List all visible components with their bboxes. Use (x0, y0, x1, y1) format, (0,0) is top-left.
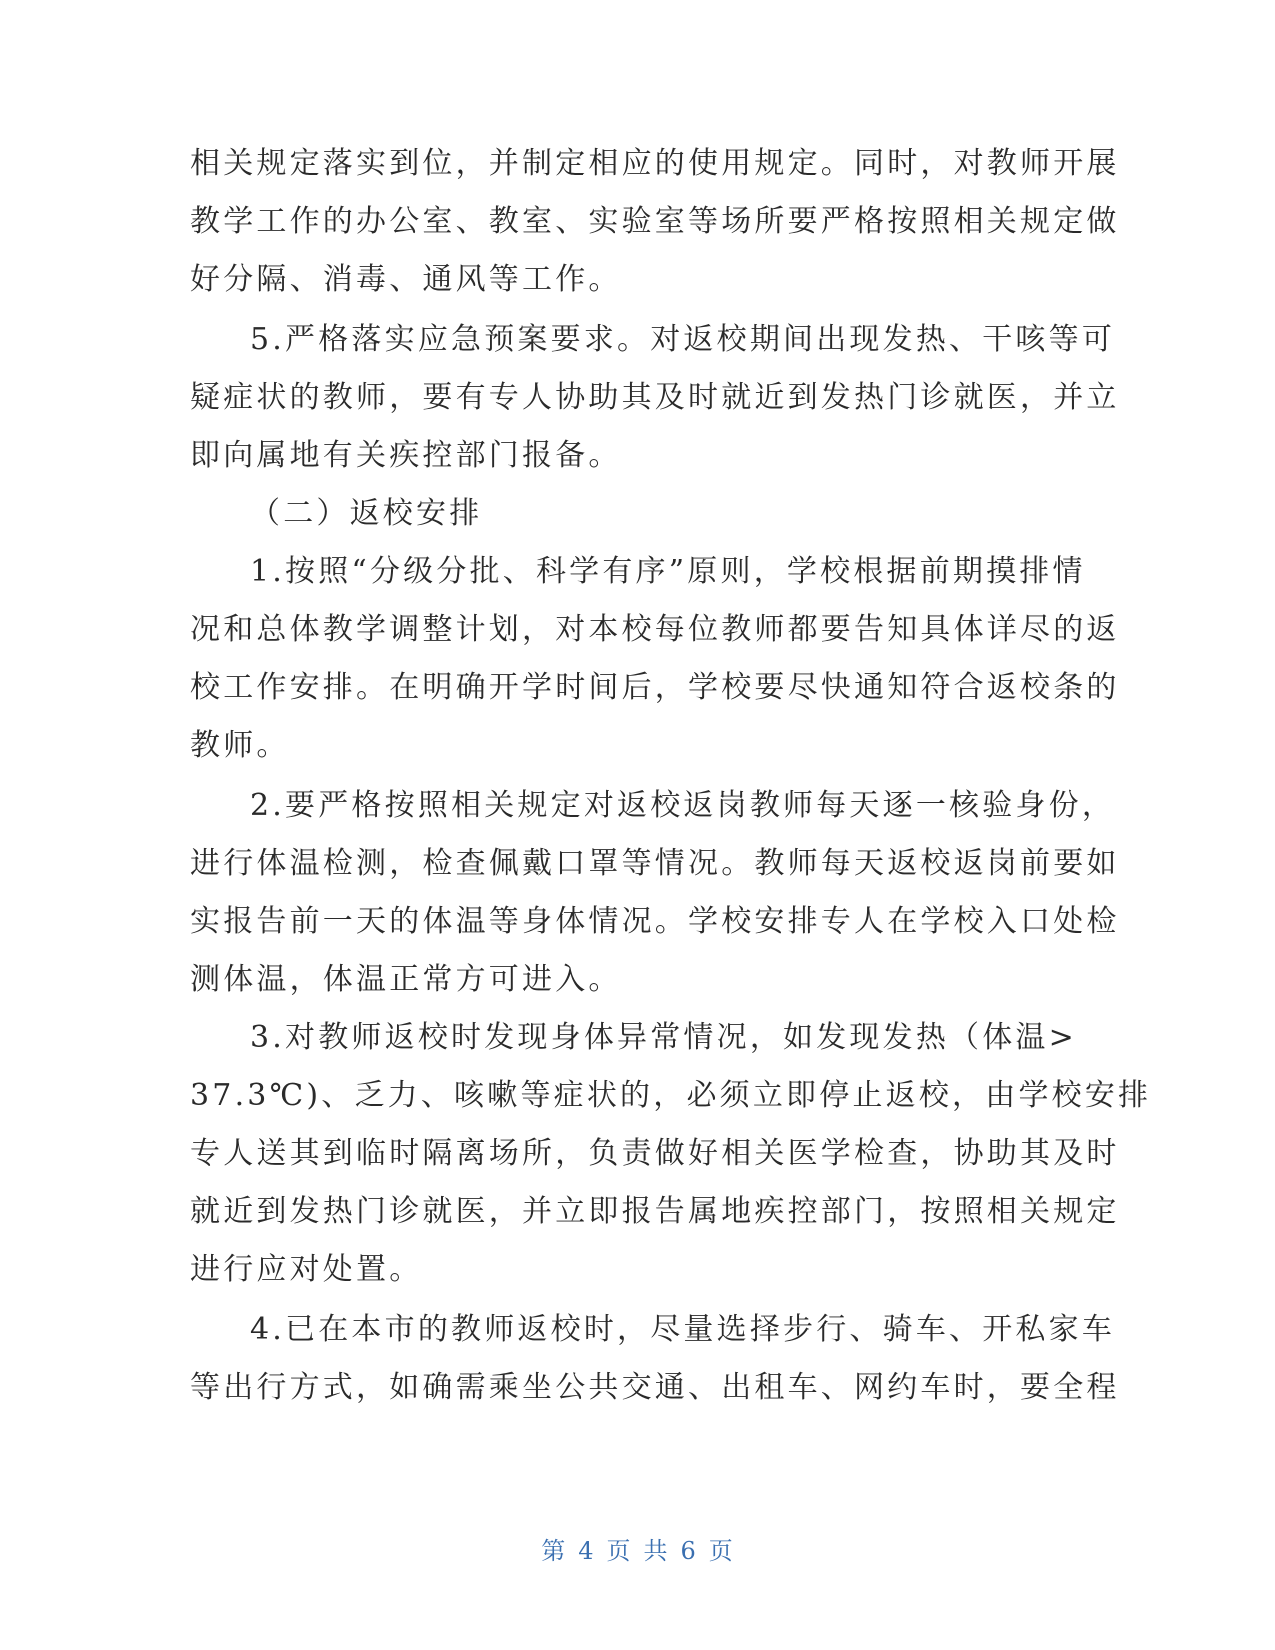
body-text-line: 进行应对处置。 (190, 1252, 423, 1287)
body-text-line: 好分隔、消毒、通风等工作。 (190, 262, 622, 297)
footer-total-prefix: 共 (643, 1537, 669, 1565)
body-text-line: 测体温，体温正常方可进入。 (190, 962, 622, 997)
body-text-line: 即向属地有关疾控部门报备。 (190, 438, 622, 473)
body-text-line: 37.3℃)、乏力、咳嗽等症状的，必须立即停止返校，由学校安排 (190, 1078, 1152, 1113)
section-heading: （二）返校安排 (250, 496, 483, 531)
body-text-line: 实报告前一天的体温等身体情况。学校安排专人在学校入口处检 (190, 904, 1120, 939)
body-text-line: 教学工作的办公室、教室、实验室等场所要严格按照相关规定做 (190, 204, 1120, 239)
body-text-line: 教师。 (190, 728, 290, 763)
body-text-line: 5.严格落实应急预案要求。对返校期间出现发热、干咳等可 (250, 322, 1116, 357)
body-text-line: 专人送其到临时隔离场所，负责做好相关医学检查，协助其及时 (190, 1136, 1120, 1171)
footer-current-page: 4 (578, 1537, 595, 1565)
footer-total-pages: 6 (680, 1537, 697, 1565)
body-text-line: 校工作安排。在明确开学时间后，学校要尽快通知符合返校条的 (190, 670, 1120, 705)
body-text-line: 3.对教师返校时发现身体异常情况，如发现发热（体温> (250, 1020, 1077, 1055)
body-text-line: 1.按照“分级分批、科学有序”原则，学校根据前期摸排情 (250, 554, 1086, 589)
body-text-line: 等出行方式，如确需乘坐公共交通、出租车、网约车时，要全程 (190, 1370, 1120, 1405)
body-text-line: 进行体温检测，检查佩戴口罩等情况。教师每天返校返岗前要如 (190, 846, 1120, 881)
footer-page-word: 页 (606, 1537, 632, 1565)
body-text-line: 就近到发热门诊就医，并立即报告属地疾控部门，按照相关规定 (190, 1194, 1120, 1229)
footer-total-suffix: 页 (708, 1537, 734, 1565)
body-text-line: 相关规定落实到位，并制定相应的使用规定。同时，对教师开展 (190, 146, 1120, 181)
body-text-line: 疑症状的教师，要有专人协助其及时就近到发热门诊就医，并立 (190, 380, 1120, 415)
body-text-line: 况和总体教学调整计划，对本校每位教师都要告知具体详尽的返 (190, 612, 1120, 647)
footer-page-prefix: 第 (541, 1537, 567, 1565)
page-footer (0, 1536, 1275, 1566)
body-text-line: 2.要严格按照相关规定对返校返岗教师每天逐一核验身份， (250, 788, 1116, 823)
body-text-line: 4.已在本市的教师返校时，尽量选择步行、骑车、开私家车 (250, 1312, 1116, 1347)
